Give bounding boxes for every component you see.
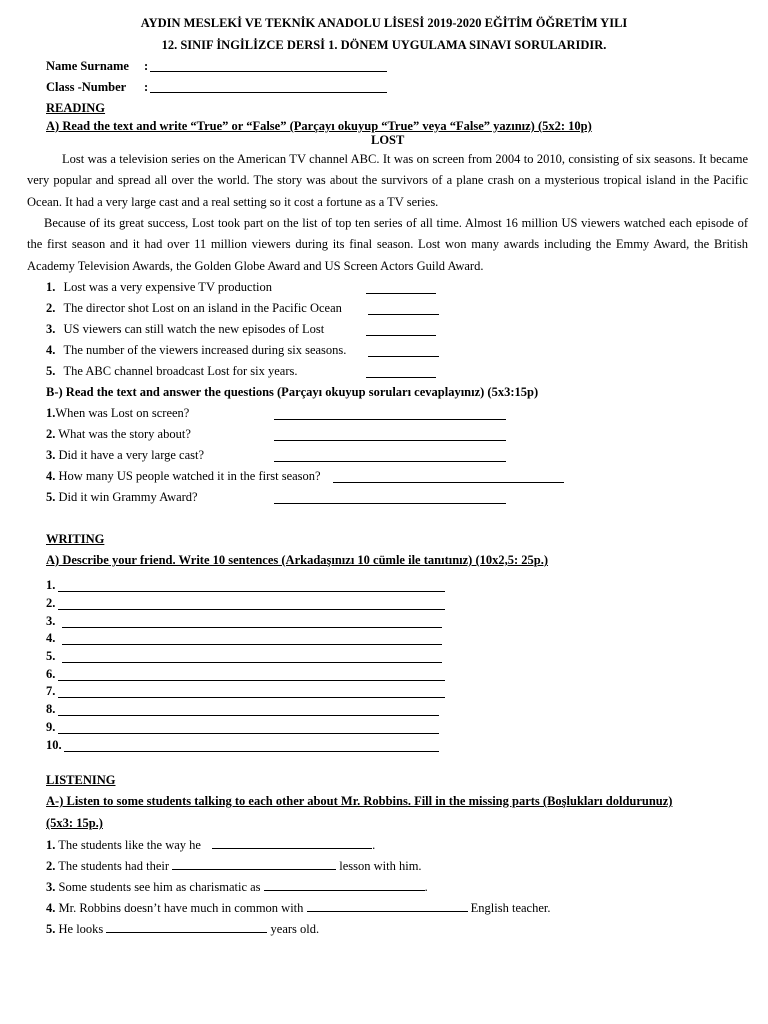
fill-blank[interactable] (264, 879, 425, 891)
statement-item: 5. The ABC channel broadcast Lost for six years. (46, 364, 298, 378)
passage-paragraph-1: Lost was a television series on the American TV channel ABC. It was on screen from 2004 to 2010, consisting of six seasons. It became very popular and spread all over the world. The story was about the survivors of a plane crash on a mysterious tropical island in the Pacific Ocean. It had a very large cast and a real setting so it cost a fortune as a TV series. (27, 152, 748, 209)
writing-line[interactable] (62, 651, 442, 663)
writing-instruction: A) Describe your friend. Write 10 sentences (Arkadaşınızı 10 cümle ile tanıtınız) (10x2,5: 25p.) (46, 553, 549, 567)
listening-heading: LISTENING (46, 773, 116, 787)
name-label: Name Surname (46, 59, 129, 73)
writing-line-number: 6. (46, 667, 56, 681)
listening-points: (5x3: 15p.) (46, 816, 103, 830)
reading-b-instruction: B-) Read the text and answer the questions (Parçayı okuyup soruları cevaplayınız) (5x3:15p) (46, 385, 539, 399)
statement-item: 2. The director shot Lost on an island in the Pacific Ocean (46, 301, 342, 315)
writing-line-number: 5. (46, 649, 56, 663)
answer-line[interactable] (274, 408, 506, 420)
writing-line[interactable] (58, 704, 439, 716)
passage-paragraph-2: Because of its great success, Lost took part on the list of top ten series of all time. Almost 16 million US viewers watched each episode of the first season and it had over 11 million viewers during its final season. Lost won many awards including the Emmy Award, the British Academy Television Awards, the Golden Globe Award and US Screen Actors Guild Award. (27, 216, 748, 273)
answer-blank[interactable] (366, 282, 436, 294)
listening-item: 3. Some students see him as charismatic as . (46, 880, 428, 894)
fill-blank[interactable] (172, 858, 336, 870)
writing-line[interactable] (58, 669, 445, 681)
listening-item: 4. Mr. Robbins doesn’t have much in common with English teacher. (46, 901, 551, 915)
answer-line[interactable] (333, 471, 564, 483)
writing-line-number: 7. (46, 684, 56, 698)
writing-line[interactable] (58, 580, 445, 592)
listening-instruction: A-) Listen to some students talking to each other about Mr. Robbins. Fill in the missing parts (Boşlukları doldurunuz) (46, 794, 673, 808)
listening-item: 2. The students had their lesson with him. (46, 859, 422, 873)
school-title: AYDIN MESLEKİ VE TEKNİK ANADOLU LİSESİ 2019-2020 EĞİTİM ÖĞRETİM YILI (140, 16, 628, 30)
question-item: 4. How many US people watched it in the first season? (46, 469, 321, 483)
writing-line[interactable] (62, 633, 442, 645)
statement-item: 1. Lost was a very expensive TV production (46, 280, 273, 294)
fill-blank[interactable] (212, 837, 372, 849)
statement-item: 3. US viewers can still watch the new episodes of Lost (46, 322, 325, 336)
passage-title: LOST (371, 133, 405, 147)
fill-blank[interactable] (106, 921, 267, 933)
writing-line-number: 4. (46, 631, 56, 645)
class-label: Class -Number (46, 80, 127, 94)
reading-heading: READING (46, 101, 106, 115)
question-item: 2. What was the story about? (46, 427, 191, 441)
writing-line-number: 10. (46, 738, 62, 752)
answer-line[interactable] (274, 492, 506, 504)
listening-item: 5. He looks years old. (46, 922, 320, 936)
question-item: 1.When was Lost on screen? (46, 406, 190, 420)
name-colon: : (144, 59, 149, 73)
answer-blank[interactable] (366, 366, 436, 378)
listening-item: 1. The students like the way he . (46, 838, 376, 852)
class-field[interactable] (150, 81, 387, 93)
writing-line[interactable] (58, 598, 445, 610)
question-item: 5. Did it win Grammy Award? (46, 490, 198, 504)
writing-line[interactable] (58, 686, 445, 698)
writing-line[interactable] (62, 616, 442, 628)
writing-line-number: 8. (46, 702, 56, 716)
statement-item: 4. The number of the viewers increased during six seasons. (46, 343, 347, 357)
reading-a-instruction: A) Read the text and write “True” or “False” (Parçayı okuyup “True” veya “False” yazınız) (5x2: 10p) (46, 119, 592, 133)
answer-line[interactable] (274, 429, 506, 441)
writing-line-number: 3. (46, 614, 56, 628)
answer-blank[interactable] (368, 303, 439, 315)
answer-blank[interactable] (366, 324, 436, 336)
question-item: 3. Did it have a very large cast? (46, 448, 205, 462)
answer-blank[interactable] (368, 345, 439, 357)
writing-heading: WRITING (46, 532, 105, 546)
exam-title: 12. SINIF İNGİLİZCE DERSİ 1. DÖNEM UYGULAMA SINAVI SORULARIDIR. (161, 38, 607, 52)
writing-line[interactable] (58, 722, 439, 734)
writing-line[interactable] (64, 740, 439, 752)
writing-line-number: 1. (46, 578, 56, 592)
writing-line-number: 2. (46, 596, 56, 610)
class-colon: : (144, 80, 149, 94)
fill-blank[interactable] (307, 900, 468, 912)
answer-line[interactable] (274, 450, 506, 462)
name-field[interactable] (150, 60, 387, 72)
writing-line-number: 9. (46, 720, 56, 734)
